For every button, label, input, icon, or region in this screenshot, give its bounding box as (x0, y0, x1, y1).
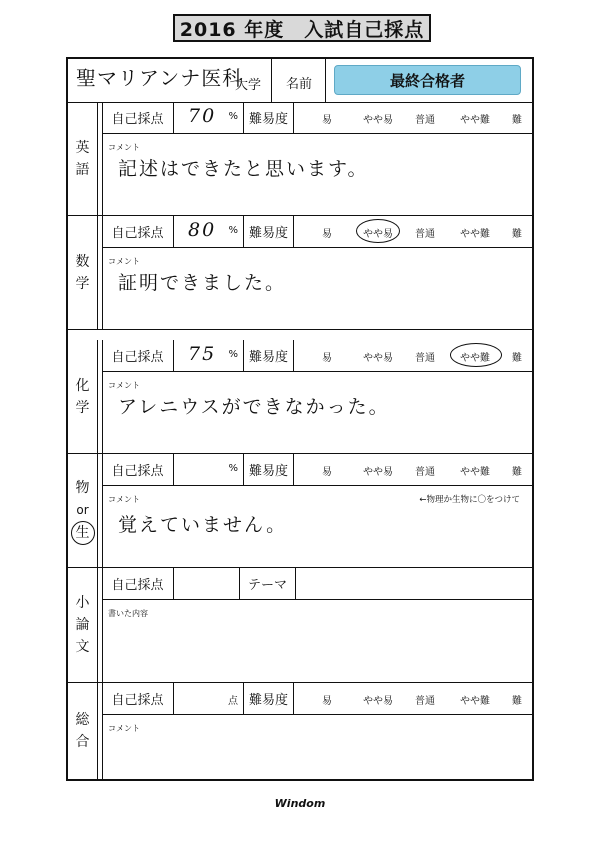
difficulty-option[interactable]: 易 (322, 696, 332, 707)
comment-label: コメント (108, 495, 140, 504)
school-name: 聖マリアンナ医科 (76, 66, 244, 90)
score-field[interactable] (174, 216, 244, 247)
difficulty-option[interactable]: 難 (512, 353, 522, 364)
difficulty-option[interactable]: やや易 (363, 467, 393, 478)
difficulty-option[interactable]: やや易 (363, 696, 393, 707)
daigaku-label: 大学 (235, 78, 262, 93)
section-chemistry (68, 340, 532, 454)
comment-label: コメント (108, 257, 140, 266)
score-row (102, 340, 532, 372)
score-value: 80 (188, 219, 217, 241)
score-field[interactable] (174, 568, 240, 599)
score-value: 75 (188, 343, 217, 365)
percent-unit: % (228, 111, 238, 122)
comment-text[interactable]: アレニウスができなかった。 (118, 396, 390, 418)
percent-unit: % (228, 349, 238, 360)
difficulty-option[interactable]: 普通 (415, 353, 435, 364)
difficulty-option[interactable]: やや難 (460, 115, 490, 126)
subject-label: 物 or 生 (68, 454, 98, 567)
score-row (102, 102, 532, 134)
difficulty-option[interactable]: やや難 (460, 696, 490, 707)
difficulty-scale[interactable] (300, 683, 532, 714)
subject-label: 英 語 (68, 102, 98, 215)
score-label: 自己採点 (102, 340, 174, 371)
difficulty-option[interactable]: 難 (512, 696, 522, 707)
section-math (68, 216, 532, 330)
score-row (102, 454, 532, 486)
section-overall (68, 683, 532, 779)
difficulty-label: 難易度 (244, 102, 294, 133)
difficulty-scale[interactable] (300, 340, 532, 371)
difficulty-label: 難易度 (244, 216, 294, 247)
difficulty-label: 難易度 (244, 454, 294, 485)
page-title: 2016 年度 入試自己採点 (173, 14, 431, 42)
difficulty-option[interactable]: やや難 (460, 229, 490, 240)
self-score-form (66, 57, 534, 781)
score-label: 自己採点 (102, 216, 174, 247)
score-label: 自己採点 (102, 454, 174, 485)
footer-brand: Windom (274, 797, 326, 810)
comment-text[interactable]: 記述はできたと思います。 (118, 158, 369, 180)
difficulty-option[interactable]: やや難 (460, 467, 490, 478)
score-row (102, 216, 532, 248)
score-value: 70 (188, 105, 217, 127)
subject-label: 小 論 文 (68, 568, 98, 682)
difficulty-option[interactable]: 易 (322, 229, 332, 240)
percent-unit: % (228, 463, 238, 474)
section-essay (68, 568, 532, 683)
point-unit: 点 (228, 696, 238, 707)
difficulty-option[interactable]: 普通 (415, 229, 435, 240)
difficulty-option[interactable]: 普通 (415, 696, 435, 707)
score-label: 自己採点 (102, 683, 174, 714)
written-content-label: 書いた内容 (108, 609, 148, 618)
difficulty-label: 難易度 (244, 340, 294, 371)
subject-label: 化 学 (68, 340, 98, 453)
difficulty-scale[interactable] (300, 454, 532, 485)
difficulty-option[interactable]: 易 (322, 115, 332, 126)
instruction-note: ←物理か生物に〇をつけて (419, 495, 520, 505)
score-field[interactable] (174, 102, 244, 133)
difficulty-option[interactable]: 普通 (415, 115, 435, 126)
difficulty-option[interactable]: やや易 (363, 353, 393, 364)
selected-subject-circle: 生 (71, 521, 95, 545)
comment-text[interactable]: 証明できました。 (118, 272, 287, 294)
percent-unit: % (228, 225, 238, 236)
difficulty-option[interactable]: 難 (512, 229, 522, 240)
difficulty-option[interactable]: 普通 (415, 467, 435, 478)
theme-label: テーマ (240, 568, 296, 599)
result-badge: 最終合格者 (334, 65, 521, 95)
score-label: 自己採点 (102, 102, 174, 133)
form-header (68, 59, 532, 103)
score-row (102, 568, 532, 600)
comment-text[interactable]: 覚えていません。 (118, 514, 288, 536)
difficulty-label: 難易度 (244, 683, 294, 714)
score-label: 自己採点 (102, 568, 174, 599)
section-english (68, 102, 532, 216)
subject-label: 総 合 (68, 683, 98, 779)
difficulty-option-selected[interactable]: やや難 (460, 353, 490, 364)
score-row (102, 683, 532, 715)
difficulty-option[interactable]: 易 (322, 467, 332, 478)
difficulty-scale[interactable] (300, 216, 532, 247)
theme-field[interactable] (300, 568, 532, 599)
score-field[interactable] (174, 454, 244, 485)
difficulty-option[interactable]: やや易 (363, 115, 393, 126)
comment-label: コメント (108, 381, 140, 390)
section-physics-or-biology (68, 454, 532, 568)
difficulty-option-selected[interactable]: やや易 (363, 229, 393, 240)
difficulty-option[interactable]: 難 (512, 467, 522, 478)
comment-label: コメント (108, 143, 140, 152)
comment-label: コメント (108, 724, 140, 733)
subject-label: 数 学 (68, 216, 98, 329)
difficulty-option[interactable]: 難 (512, 115, 522, 126)
difficulty-scale[interactable] (300, 102, 532, 133)
name-label: 名前 (286, 77, 313, 92)
score-field[interactable] (174, 340, 244, 371)
difficulty-option[interactable]: 易 (322, 353, 332, 364)
score-field[interactable] (174, 683, 244, 714)
